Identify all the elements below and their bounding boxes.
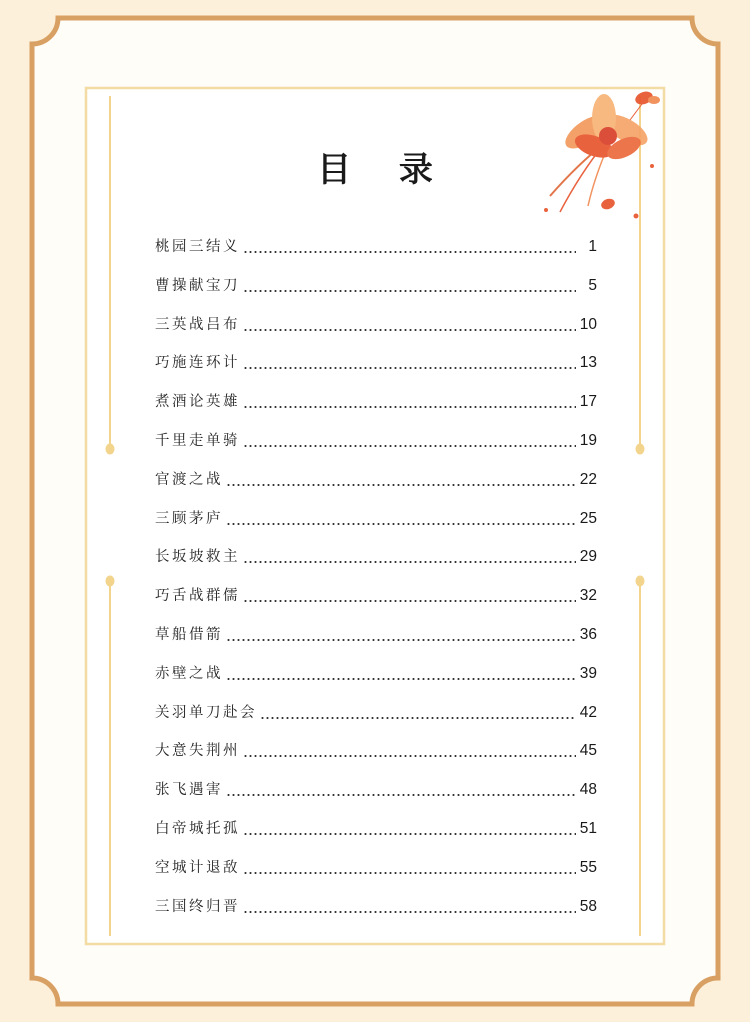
toc-entry-page: 32: [579, 587, 597, 605]
toc-entry[interactable]: [155, 422, 597, 461]
toc-entry[interactable]: [155, 616, 597, 655]
toc-leader-dots: [226, 616, 576, 655]
toc-entry-title: 三顾茅庐: [155, 510, 223, 527]
toc-entry[interactable]: [155, 577, 597, 616]
toc-entry-page: 42: [579, 703, 597, 721]
toc-entry[interactable]: [155, 694, 597, 733]
toc-entry-page: 29: [579, 548, 597, 566]
toc-leader-dots: [243, 344, 576, 383]
page-title: 目 录: [317, 150, 451, 190]
toc-leader-dots: [243, 267, 576, 306]
toc-leader-dots: [226, 500, 576, 539]
toc-leader-dots: [243, 888, 576, 927]
toc-entry-title: 官渡之战: [155, 471, 223, 488]
toc-entry-page: 10: [579, 315, 597, 333]
toc-entry-page: 48: [579, 781, 597, 799]
toc-entry-page: 45: [579, 742, 597, 760]
toc-entry-title: 关羽单刀赴会: [155, 704, 257, 721]
toc-leader-dots: [226, 655, 576, 694]
toc-entry-page: 55: [579, 858, 597, 876]
toc-entry-title: 三国终归晋: [155, 898, 240, 915]
toc-entry-title: 长坂坡救主: [155, 549, 240, 566]
toc-entry-page: 13: [579, 354, 597, 372]
toc-leader-dots: [226, 771, 576, 810]
toc-entry[interactable]: [155, 771, 597, 810]
toc-entry-title: 桃园三结义: [155, 239, 240, 255]
toc-leader-dots: [243, 383, 576, 422]
toc-leader-dots: [243, 810, 576, 849]
toc-entry-page: 25: [579, 509, 597, 527]
toc-leader-dots: [260, 694, 576, 733]
toc-entry-title: 巧施连环计: [155, 355, 240, 372]
toc-entry-title: 三英战吕布: [155, 316, 240, 333]
toc-entry-page: 5: [588, 276, 597, 294]
toc-entry-title: 张飞遇害: [155, 782, 223, 799]
toc-entry-page: 17: [579, 393, 597, 411]
toc-entry[interactable]: [155, 655, 597, 694]
toc-entry-page: 19: [579, 431, 597, 449]
toc-entry-page: 51: [579, 819, 597, 837]
toc-leader-dots: [226, 461, 576, 500]
toc-entry[interactable]: [155, 461, 597, 500]
toc-entry[interactable]: [155, 228, 597, 267]
toc-entry-title: 赤壁之战: [155, 665, 223, 682]
toc-entry-title: 千里走单骑: [155, 432, 240, 449]
toc-entry[interactable]: [155, 383, 597, 422]
toc-leader-dots: [243, 577, 576, 616]
toc-entry-title: 白帝城托孤: [155, 820, 240, 837]
toc-leader-dots: [243, 228, 576, 267]
toc-entry[interactable]: [155, 267, 597, 306]
toc-entry-page: 22: [579, 470, 597, 488]
toc-entry[interactable]: [155, 344, 597, 383]
toc-entry[interactable]: [155, 888, 597, 927]
toc-entry-page: 58: [579, 897, 597, 915]
toc-leader-dots: [243, 732, 576, 771]
table-of-contents: [155, 228, 597, 926]
toc-leader-dots: [243, 849, 576, 888]
toc-entry-title: 大意失荆州: [155, 743, 240, 760]
toc-leader-dots: [243, 306, 576, 345]
toc-entry[interactable]: [155, 810, 597, 849]
toc-entry[interactable]: [155, 538, 597, 577]
toc-entry-title: 空城计退敌: [155, 859, 240, 876]
toc-entry-title: 草船借箭: [155, 626, 223, 643]
toc-entry-title: 巧舌战群儒: [155, 588, 240, 605]
toc-entry-page: 39: [579, 664, 597, 682]
toc-leader-dots: [243, 538, 576, 577]
toc-leader-dots: [243, 422, 576, 461]
toc-entry-title: 煮酒论英雄: [155, 394, 240, 411]
toc-entry[interactable]: [155, 732, 597, 771]
toc-entry[interactable]: [155, 849, 597, 888]
toc-entry-page: 1: [588, 238, 597, 255]
toc-entry[interactable]: [155, 500, 597, 539]
toc-entry[interactable]: [155, 306, 597, 345]
toc-entry-title: 曹操献宝刀: [155, 277, 240, 294]
toc-entry-page: 36: [579, 625, 597, 643]
